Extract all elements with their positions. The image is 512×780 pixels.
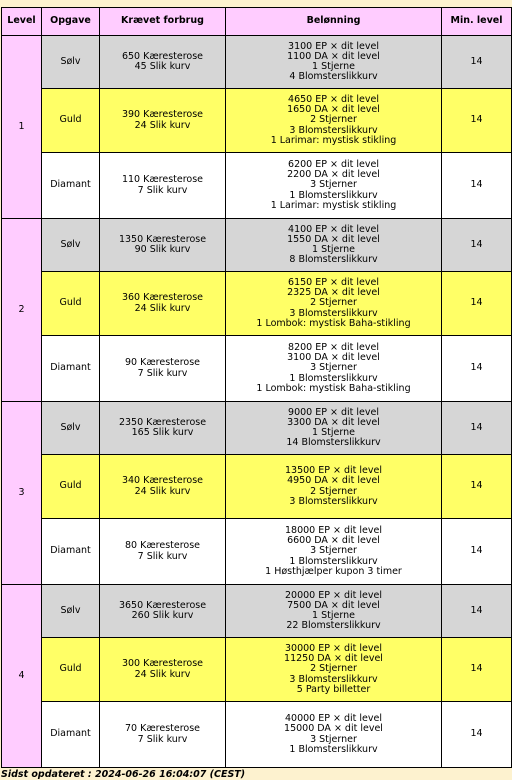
reward-line: 2 Stjerner [310,663,357,675]
required-line: 7 Slik kurv [137,733,188,745]
required-cell [100,455,226,519]
task-cell: Diamant [42,702,100,768]
header-task: Opgave [42,8,100,36]
header-required: Krævet forbrug [100,8,226,36]
required-cell [100,153,226,219]
reward-line: 2200 DA × dit level [287,169,380,181]
table-row [2,455,512,519]
reward-line: 14 Blomsterslikkurv [286,437,381,449]
required-line: 3650 Kæresterose [118,599,207,611]
required-line: 360 Kæresterose [121,292,204,304]
min-level-cell: 14 [442,153,512,219]
header-min-level: Min. level [442,8,512,36]
reward-line: 1 Lombok: mystisk Baha-stikling [256,382,411,394]
reward-line: 6200 EP × dit level [288,158,379,170]
reward-line: 2 Stjerner [310,485,357,497]
reward-cell [226,519,442,585]
required-cell [100,519,226,585]
table-row [2,89,512,153]
reward-line: 3300 DA × dit level [287,416,380,428]
table-row [2,336,512,402]
reward-line: 1 Høsthjælper kupon 3 timer [265,565,402,577]
reward-line: 1100 DA × dit level [287,50,380,62]
reward-line: 18000 EP × dit level [285,524,382,536]
reward-line: 3 Stjerner [310,733,357,745]
task-cell: Guld [42,455,100,519]
table-header-row [2,8,512,36]
required-line: 2350 Kæresterose [118,416,207,428]
header-level: Level [2,8,42,36]
reward-line: 1650 DA × dit level [287,104,380,116]
task-cell: Sølv [42,219,100,272]
required-cell [100,336,226,402]
reward-line: 2 Stjerner [310,114,357,126]
required-cell [100,402,226,455]
table-row [2,702,512,768]
min-level-cell: 14 [442,336,512,402]
reward-line: 15000 DA × dit level [284,723,383,735]
reward-line: 2325 DA × dit level [287,287,380,299]
level-cell: 2 [2,219,42,402]
reward-line: 6600 DA × dit level [287,535,380,547]
min-level-cell: 14 [442,638,512,702]
min-level-cell: 14 [442,36,512,89]
reward-line: 1 Blomsterslikkurv [289,189,378,201]
required-line: 80 Kæresterose [124,540,201,552]
reward-line: 3 Blomsterslikkurv [289,307,378,319]
reward-line: 4650 EP × dit level [288,93,379,105]
min-level-cell: 14 [442,585,512,638]
reward-line: 1 Larimar: mystisk stikling [270,199,397,211]
reward-line: 4950 DA × dit level [287,475,380,487]
reward-line: 8200 EP × dit level [288,341,379,353]
reward-cell [226,219,442,272]
reward-line: 3 Blomsterslikkurv [289,495,378,507]
table-body [2,36,512,768]
reward-line: 1 Blomsterslikkurv [289,743,378,755]
reward-line: 1 Stjerne [312,61,355,72]
required-line: 300 Kæresterose [121,658,204,670]
min-level-cell: 14 [442,702,512,768]
reward-line: 9000 EP × dit level [288,406,379,418]
reward-cell [226,702,442,768]
min-level-cell: 14 [442,455,512,519]
task-cell: Sølv [42,36,100,89]
task-cell: Sølv [42,585,100,638]
task-cell: Diamant [42,336,100,402]
min-level-cell: 14 [442,219,512,272]
reward-line: 1 Stjerne [312,427,355,438]
reward-line: 1 Blomsterslikkurv [289,372,378,384]
reward-line: 1 Stjerne [312,244,355,255]
reward-line: 40000 EP × dit level [285,713,382,725]
reward-line: 20000 EP × dit level [285,589,382,601]
reward-line: 8 Blomsterslikkurv [289,254,378,266]
reward-line: 6150 EP × dit level [288,276,379,288]
required-cell [100,89,226,153]
task-cell: Diamant [42,519,100,585]
required-line: 7 Slik kurv [137,367,188,379]
table-row [2,519,512,585]
required-cell [100,219,226,272]
task-cell: Guld [42,638,100,702]
reward-line: 11250 DA × dit level [284,653,383,665]
required-line: 7 Slik kurv [137,184,188,196]
reward-line: 1 Stjerne [312,610,355,621]
required-line: 260 Slik kurv [131,610,194,621]
required-line: 165 Slik kurv [131,427,194,438]
required-line: 90 Kæresterose [124,357,201,369]
table-row [2,272,512,336]
reward-cell [226,402,442,455]
required-line: 45 Slik kurv [134,61,191,72]
reward-cell [226,272,442,336]
required-line: 24 Slik kurv [134,485,191,497]
reward-line: 3 Blomsterslikkurv [289,673,378,685]
table-row [2,219,512,272]
reward-line: 3 Stjerner [310,362,357,374]
reward-line: 4100 EP × dit level [288,223,379,235]
reward-line: 5 Party billetter [296,683,371,695]
task-cell: Diamant [42,153,100,219]
required-line: 24 Slik kurv [134,119,191,131]
required-line: 650 Kæresterose [121,50,204,62]
min-level-cell: 14 [442,89,512,153]
reward-line: 3 Stjerner [310,545,357,557]
required-line: 340 Kæresterose [121,475,204,487]
reward-line: 7500 DA × dit level [287,599,380,611]
reward-cell [226,153,442,219]
required-cell [100,585,226,638]
required-line: 24 Slik kurv [134,668,191,680]
task-cell: Sølv [42,402,100,455]
table-row [2,402,512,455]
min-level-cell: 14 [442,272,512,336]
reward-line: 3100 EP × dit level [288,40,379,52]
reward-cell [226,36,442,89]
required-line: 1350 Kæresterose [118,233,207,245]
reward-line: 13500 EP × dit level [285,465,382,477]
task-cell: Guld [42,89,100,153]
reward-cell [226,455,442,519]
level-cell: 4 [2,585,42,768]
reward-cell [226,585,442,638]
reward-cell [226,638,442,702]
reward-cell [226,336,442,402]
required-cell [100,702,226,768]
table-row [2,585,512,638]
reward-line: 1 Larimar: mystisk stikling [270,134,397,146]
reward-line: 1550 DA × dit level [287,233,380,245]
reward-line: 30000 EP × dit level [285,642,382,654]
required-cell [100,36,226,89]
reward-line: 22 Blomsterslikkurv [286,620,381,632]
reward-line: 3 Blomsterslikkurv [289,124,378,136]
reward-line: 2 Stjerner [310,297,357,309]
required-line: 70 Kæresterose [124,723,201,735]
required-line: 90 Slik kurv [134,244,191,255]
required-line: 7 Slik kurv [137,550,188,562]
table-row [2,638,512,702]
required-cell [100,638,226,702]
required-line: 110 Kæresterose [121,174,204,186]
required-cell [100,272,226,336]
header-reward: Belønning [226,8,442,36]
reward-line: 1 Blomsterslikkurv [289,555,378,567]
level-cell: 1 [2,36,42,219]
required-line: 390 Kæresterose [121,109,204,121]
reward-cell [226,89,442,153]
last-updated: Sidst opdateret : 2024-06-26 16:04:07 (CEST) [1,769,246,780]
reward-line: 3 Stjerner [310,179,357,191]
min-level-cell: 14 [442,519,512,585]
task-cell: Guld [42,272,100,336]
required-line: 24 Slik kurv [134,302,191,314]
reward-line: 1 Lombok: mystisk Baha-stikling [256,317,411,329]
reward-line: 4 Blomsterslikkurv [289,71,378,83]
level-cell: 3 [2,402,42,585]
table-row [2,153,512,219]
min-level-cell: 14 [442,402,512,455]
table-row [2,36,512,89]
reward-line: 3100 DA × dit level [287,352,380,364]
rewards-table [1,7,512,768]
